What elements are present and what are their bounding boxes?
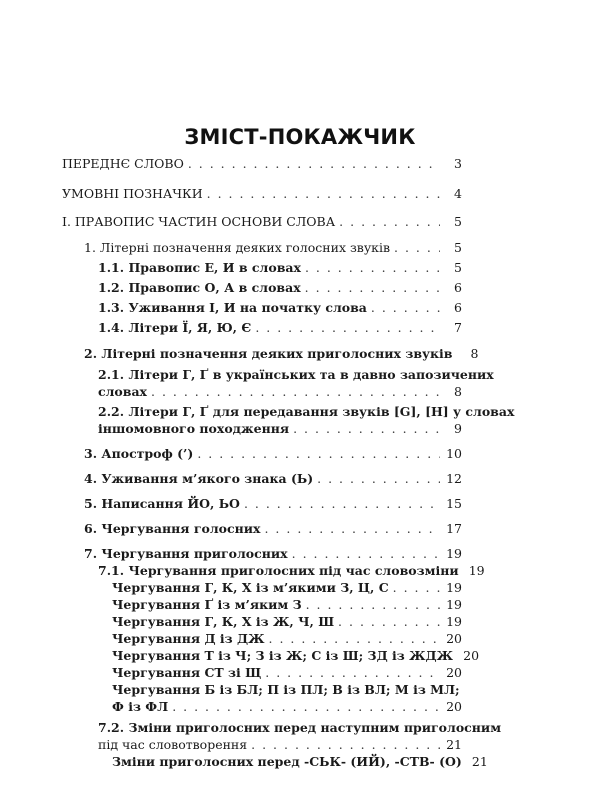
toc-entry-section-4[interactable] (84, 471, 462, 487)
toc-entry-label: ПЕРЕДНЄ СЛОВО (62, 156, 188, 172)
toc-entry-label: 7.1. Чергування приголосних під час словозміни (98, 563, 463, 579)
toc-entry-7-1-a[interactable] (112, 580, 462, 596)
leader-dots (306, 597, 440, 613)
toc-entry-label: 1.3. Уживання І, И на початку слова (98, 300, 371, 316)
toc-entry-label: Чергування СТ зі Щ (112, 665, 265, 681)
toc-entry-legend[interactable] (62, 186, 462, 202)
toc-page-number: 20 (446, 665, 462, 680)
toc-entry-label: 2. Літерні позначення деяких приголосних звуків (84, 346, 456, 362)
toc-entry-section-1[interactable] (84, 240, 462, 256)
leader-dots (151, 384, 440, 400)
toc-entry-7-1-b[interactable] (112, 597, 462, 613)
toc-page-number: 5 (454, 260, 462, 275)
toc-entry-section-7[interactable] (84, 546, 462, 562)
leader-dots (293, 421, 440, 437)
leader-dots (172, 699, 440, 715)
toc-entry-label: 1.2. Правопис О, А в словах (98, 280, 305, 296)
toc-entry-2-2-line1: 2.2. Літери Г, Ґ для передавання звуків [G], [H] у словах (98, 404, 515, 419)
leader-dots (394, 240, 440, 256)
toc-entry-label: під час словотворення (98, 737, 251, 753)
toc-page-number: 5 (454, 214, 462, 229)
leader-dots (188, 156, 440, 172)
leader-dots (197, 446, 440, 462)
toc-entry-label: 3. Апостроф (’) (84, 446, 197, 462)
toc-entry-2-1-line1: 2.1. Літери Г, Ґ в українських та в давно запозичених (98, 367, 494, 382)
leader-dots (244, 496, 440, 512)
toc-entry-label: 1. Літерні позначення деяких голосних звуків (84, 240, 394, 256)
toc-entry-label: 7. Чергування приголосних (84, 546, 292, 562)
toc-page-number: 20 (446, 699, 462, 714)
toc-page-number: 3 (454, 156, 462, 171)
toc-entry-section-6[interactable] (84, 521, 462, 537)
toc-entry-label: іншомовного походження (98, 421, 293, 437)
toc-page-number: 4 (454, 186, 462, 201)
toc-entry-2-2[interactable] (98, 421, 462, 437)
leader-dots (207, 186, 440, 202)
toc-entry-foreword[interactable] (62, 156, 462, 172)
toc-entry-label: Чергування Ґ із м’яким З (112, 597, 306, 613)
toc-page-number: 7 (454, 320, 462, 335)
toc-page-number: 9 (454, 421, 462, 436)
toc-entry-1-3[interactable] (98, 300, 462, 316)
toc-entry-section-5[interactable] (84, 496, 462, 512)
toc-entry-section-3[interactable] (84, 446, 462, 462)
leader-dots (292, 546, 440, 562)
toc-page-number: 6 (454, 280, 462, 295)
toc-page-number: 6 (454, 300, 462, 315)
toc-entry-label: УМОВНІ ПОЗНАЧКИ (62, 186, 207, 202)
toc-page-number: 19 (468, 563, 485, 578)
toc-entry-section-2[interactable] (84, 346, 479, 362)
toc-entry-1-2[interactable] (98, 280, 462, 296)
toc-entry-7-1[interactable] (98, 563, 485, 579)
toc-entry-label: 6. Чергування голосних (84, 521, 264, 537)
toc-page-number: 20 (446, 631, 462, 646)
toc-entry-2-1[interactable] (98, 384, 462, 400)
page-title: ЗМІСТ-ПОКАЖЧИК (184, 125, 416, 149)
toc-entry-label: Чергування Г, К, Х із м’якими З, Ц, С (112, 580, 393, 596)
toc-entry-7-2-a[interactable] (112, 754, 488, 770)
toc-page-number: 10 (446, 446, 462, 461)
toc-entry-7-2-line1: 7.2. Зміни приголосних перед наступним приголосним (98, 720, 502, 735)
toc-entry-7-1-g-line1: Чергування Б із БЛ; П із ПЛ; В із ВЛ; М із МЛ; (112, 682, 460, 697)
toc-entry-7-1-c[interactable] (112, 614, 462, 630)
leader-dots (251, 737, 440, 753)
toc-entry-label: Зміни приголосних перед -СЬК- (ИЙ), -СТВ- (О) (112, 754, 466, 770)
toc-entry-label: Чергування Т із Ч; З із Ж; С із Ш; ЗД із ЖДЖ (112, 648, 457, 664)
toc-page-number: 15 (446, 496, 462, 511)
toc-page-number: 19 (446, 580, 462, 595)
leader-dots (255, 320, 440, 336)
leader-dots (317, 471, 440, 487)
leader-dots (305, 260, 440, 276)
toc-page-number: 19 (446, 614, 462, 629)
toc-entry-1-4[interactable] (98, 320, 462, 336)
toc-entry-label: 5. Написання ЙО, ЬО (84, 496, 244, 512)
leader-dots (393, 580, 440, 596)
toc-page-number: 21 (471, 754, 488, 769)
leader-dots (264, 521, 440, 537)
toc-entry-label: 4. Уживання м’якого знака (Ь) (84, 471, 317, 487)
toc-entry-1-1[interactable] (98, 260, 462, 276)
toc-page-number: 8 (470, 346, 479, 361)
toc-entry-label: І. ПРАВОПИС ЧАСТИН ОСНОВИ СЛОВА (62, 214, 339, 230)
toc-page-number: 20 (463, 648, 480, 663)
toc-entry-label: Чергування Д із ДЖ (112, 631, 269, 647)
leader-dots (265, 665, 440, 681)
toc-page-number: 21 (446, 737, 462, 752)
leader-dots (339, 214, 440, 230)
toc-page-number: 5 (454, 240, 462, 255)
toc-page-number: 19 (446, 597, 462, 612)
leader-dots (305, 280, 440, 296)
toc-entry-label: словах (98, 384, 151, 400)
toc-entry-part-1[interactable] (62, 214, 462, 230)
leader-dots (338, 614, 440, 630)
toc-entry-7-2[interactable] (98, 737, 462, 753)
toc-page-number: 19 (446, 546, 462, 561)
toc-page-number: 8 (454, 384, 462, 399)
toc-entry-7-1-f[interactable] (112, 665, 462, 681)
toc-page-number: 12 (446, 471, 462, 486)
toc-entry-label: 1.1. Правопис Е, И в словах (98, 260, 305, 276)
toc-entry-label: Ф із ФЛ (112, 699, 172, 715)
toc-entry-7-1-g[interactable] (112, 699, 462, 715)
toc-entry-7-1-d[interactable] (112, 631, 462, 647)
leader-dots (371, 300, 440, 316)
toc-entry-label: Чергування Г, К, Х із Ж, Ч, Ш (112, 614, 338, 630)
toc-entry-label: 1.4. Літери Ї, Я, Ю, Є (98, 320, 255, 336)
toc-entry-7-1-e[interactable] (112, 648, 480, 664)
toc-page-number: 17 (446, 521, 462, 536)
leader-dots (269, 631, 441, 647)
